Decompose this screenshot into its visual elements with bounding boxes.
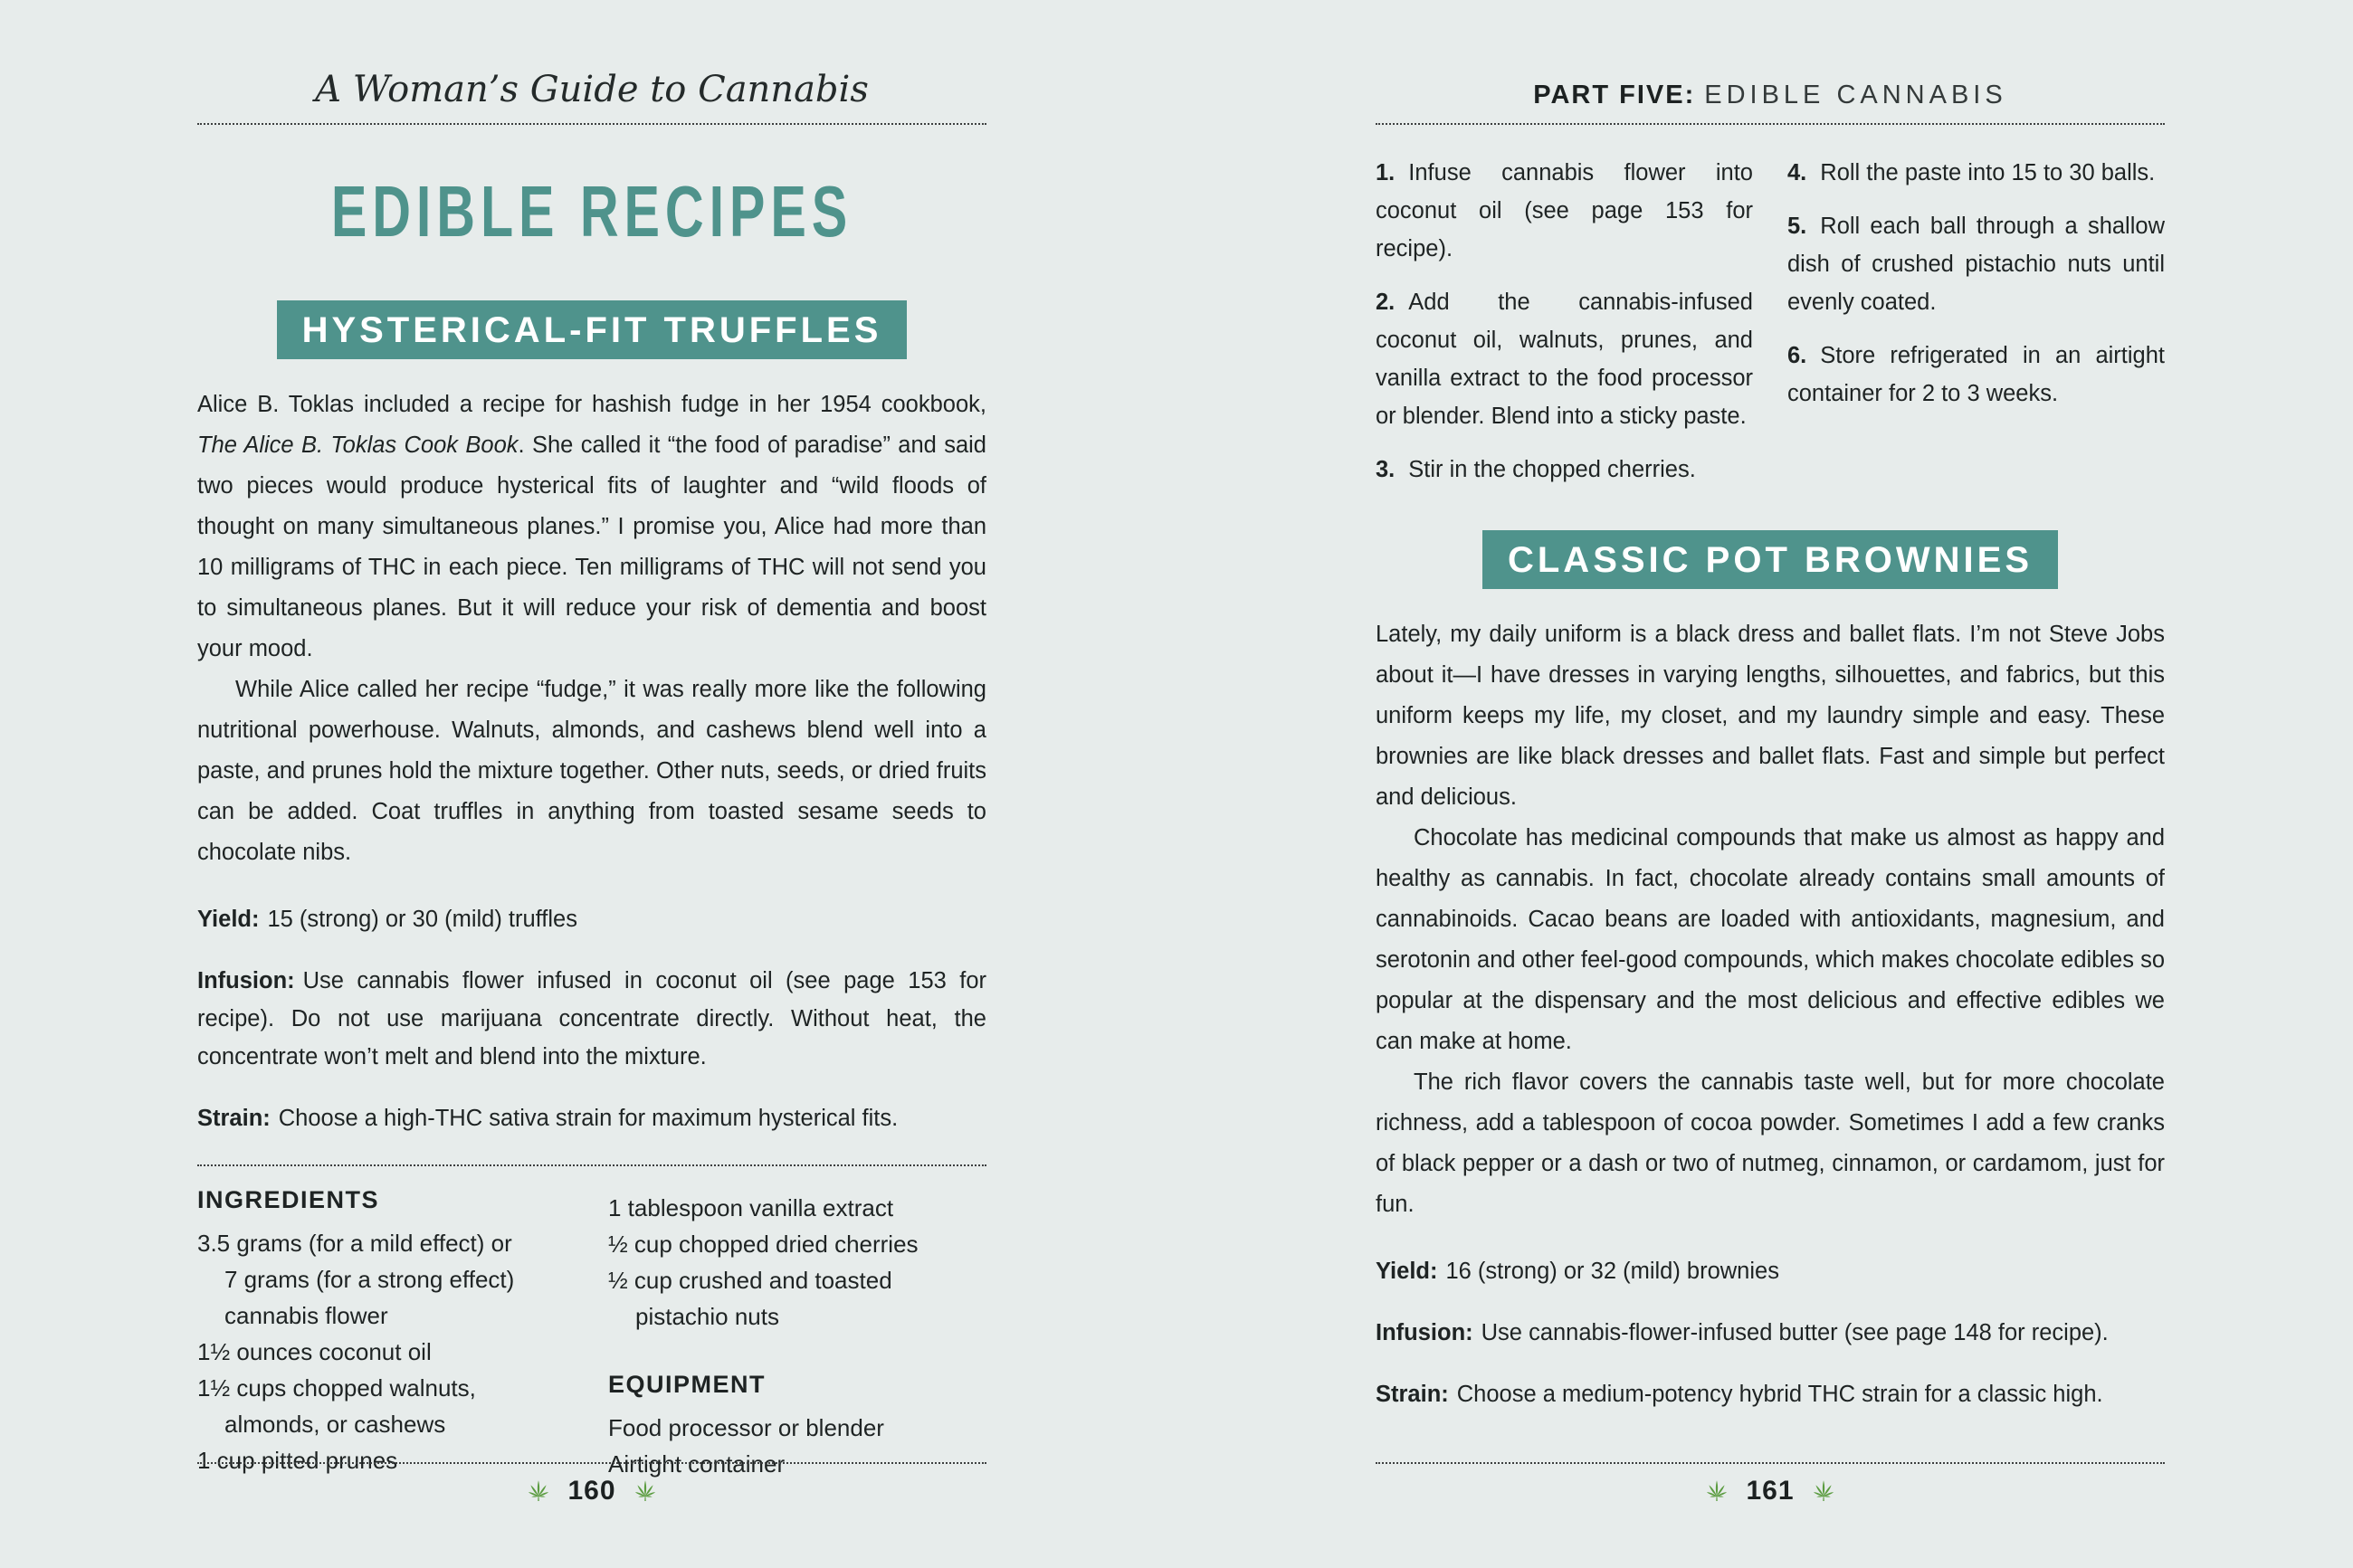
ingredient-line: 1½ ounces coconut oil [197, 1338, 432, 1365]
step-number: 2. [1376, 290, 1396, 315]
paragraph: While Alice called her recipe “fudge,” it was really more like the following nutritional powerhouse. Walnuts, almonds, and cashews blend well into a paste, and prunes hold the mixture together. Other nuts, seeds, or dried fruits can be added. Coat truffles in anything from toasted sesame seeds to chocolate nibs. [197, 677, 986, 865]
step-text: Add the cannabis-infused coconut oil, walnuts, prunes, and vanilla extract to the food processor or blender. Blend into a sticky paste. [1376, 290, 1753, 429]
ingredient-line: almonds, or cashews [224, 1411, 446, 1438]
ingredients-section [197, 1186, 986, 1482]
truffles-intro [197, 385, 986, 873]
right-running-head [1376, 54, 2165, 125]
part-running-head [1533, 81, 2006, 110]
left-running-head [197, 54, 986, 125]
left-page [197, 0, 986, 1568]
cannabis-leaf-icon [524, 1479, 553, 1504]
book-title-running-head: A Woman’s Guide to Cannabis [315, 69, 869, 110]
paragraph: Chocolate has medicinal compounds that make us almost as happy and healthy as cannabis. In fact, chocolate already contains small amounts of cannabinoids. Cacao beans are loaded with antioxidants, magnesium, and serotonin and other feel-good compounds, which makes chocolate edibles so popular at the dispensary and the most delicious and effective edibles we can make at home. [1376, 825, 2165, 1054]
infusion-label: Infusion: [1376, 1320, 1473, 1345]
strain-value: Choose a medium-potency hybrid THC strain for a classic high. [1456, 1382, 2103, 1407]
steps-column-2 [1787, 154, 2165, 489]
page-number: 160 [567, 1476, 616, 1506]
ingredient-line: 7 grams (for a strong effect) [224, 1266, 515, 1293]
yield-label: Yield: [1376, 1259, 1438, 1284]
paragraph-text: Alice B. Toklas included a recipe for hashish fudge in her 1954 cookbook, [197, 392, 986, 417]
step-number: 4. [1787, 160, 1807, 185]
ingredient-line: ½ cup chopped dried cherries [608, 1231, 919, 1258]
strain-line [197, 1099, 986, 1137]
cannabis-leaf-icon [631, 1479, 660, 1504]
equipment-line: Airtight container [608, 1450, 786, 1478]
step-item [1787, 207, 2165, 321]
step-text: Roll the paste into 15 to 30 balls. [1820, 160, 2156, 185]
paragraph-text: . She called it “the food of paradise” and said two pieces would produce hysterical fits of laughter and “wild floods of thought on many simultaneous planes.” I promise you, Alice had more than 10 milligrams of THC in each piece. Ten milligrams of THC will not send you to simultaneous planes. But it will reduce your risk of dementia and boost your mood. [197, 432, 986, 661]
step-item [1787, 154, 2165, 192]
ingredients-column-1 [197, 1186, 608, 1482]
right-page [1376, 0, 2165, 1568]
directions-section [1376, 154, 2165, 489]
steps-column-1 [1376, 154, 1753, 489]
infusion-label: Infusion: [197, 968, 295, 993]
paragraph [197, 385, 986, 670]
right-page-footer [1376, 1462, 2165, 1506]
strain-label: Strain: [197, 1106, 271, 1131]
strain-line [1376, 1375, 2165, 1413]
step-text: Stir in the chopped cherries. [1408, 457, 1696, 482]
recipe-title-badge: HYSTERICAL-FIT TRUFFLES [277, 300, 908, 359]
infusion-line [197, 962, 986, 1076]
left-page-footer [197, 1462, 986, 1506]
yield-line [1376, 1252, 2165, 1290]
book-name-italic: The Alice B. Toklas Cook Book [197, 432, 519, 458]
paragraph: The rich flavor covers the cannabis taste well, but for more chocolate richness, add a tablespoon of cocoa powder. Sometimes I add a few cranks of black pepper or a dash or two of nutmeg, cinnamon, or cardamom, just for fun. [1376, 1069, 2165, 1217]
cannabis-leaf-icon [1702, 1479, 1731, 1504]
ingredients-divider [197, 1164, 986, 1166]
step-item [1376, 451, 1753, 489]
infusion-value: Use cannabis-flower-infused butter (see page 148 for recipe). [1481, 1320, 2109, 1345]
part-label: PART FIVE: [1533, 81, 1696, 109]
paragraph: Lately, my daily uniform is a black dress and ballet flats. I’m not Steve Jobs about it—I have dresses in varying lengths, silhouettes, and fabrics, but this uniform keeps my life, my closet, and my laundry simple and easy. These brownies are like black dresses and ballet flats. Fast and simple but perfect and delicious. [1376, 622, 2165, 810]
step-number: 5. [1787, 214, 1807, 239]
cannabis-leaf-icon [1809, 1479, 1838, 1504]
equipment-line: Food processor or blender [608, 1414, 884, 1441]
part-title: EDIBLE CANNABIS [1704, 81, 2007, 109]
ingredient-line: ½ cup crushed and toasted [608, 1267, 892, 1294]
recipe-title-badge: CLASSIC POT BROWNIES [1482, 530, 2058, 589]
step-number: 6. [1787, 343, 1807, 368]
brownies-intro [1376, 614, 2165, 1225]
step-item [1376, 283, 1753, 435]
ingredient-line: 1 cup pitted prunes [197, 1447, 398, 1474]
step-text: Store refrigerated in an airtight container for 2 to 3 weeks. [1787, 343, 2165, 406]
yield-value: 16 (strong) or 32 (mild) brownies [1445, 1259, 1779, 1284]
step-number: 3. [1376, 457, 1396, 482]
yield-value: 15 (strong) or 30 (mild) truffles [267, 907, 577, 932]
equipment-header: EQUIPMENT [608, 1371, 767, 1398]
ingredient-line: 1½ cups chopped walnuts, [197, 1374, 476, 1402]
infusion-line [1376, 1314, 2165, 1352]
ingredient-line: 3.5 grams (for a mild effect) or [197, 1230, 512, 1257]
page-number: 161 [1746, 1476, 1795, 1506]
step-number: 1. [1376, 160, 1396, 185]
step-item [1376, 154, 1753, 268]
ingredients-header: INGREDIENTS [197, 1186, 380, 1213]
chapter-title: EDIBLE RECIPES [330, 171, 853, 252]
strain-label: Strain: [1376, 1382, 1449, 1407]
ingredient-line: cannabis flower [224, 1302, 388, 1329]
infusion-value: Use cannabis flower infused in coconut oil (see page 153 for recipe). Do not use marijuana concentrate directly. Without heat, the concentrate won’t melt and blend into the mixture. [197, 968, 986, 1069]
ingredient-line: pistachio nuts [635, 1303, 779, 1330]
ingredient-line: 1 tablespoon vanilla extract [608, 1194, 894, 1221]
ingredients-column-2 [608, 1186, 986, 1482]
strain-value: Choose a high-THC sativa strain for maximum hysterical fits. [278, 1106, 899, 1131]
step-text: Infuse cannabis flower into coconut oil (see page 153 for recipe). [1376, 160, 1753, 261]
yield-label: Yield: [197, 907, 260, 932]
yield-line [197, 900, 986, 938]
step-text: Roll each ball through a shallow dish of crushed pistachio nuts until evenly coated. [1787, 214, 2165, 315]
step-item [1787, 337, 2165, 413]
